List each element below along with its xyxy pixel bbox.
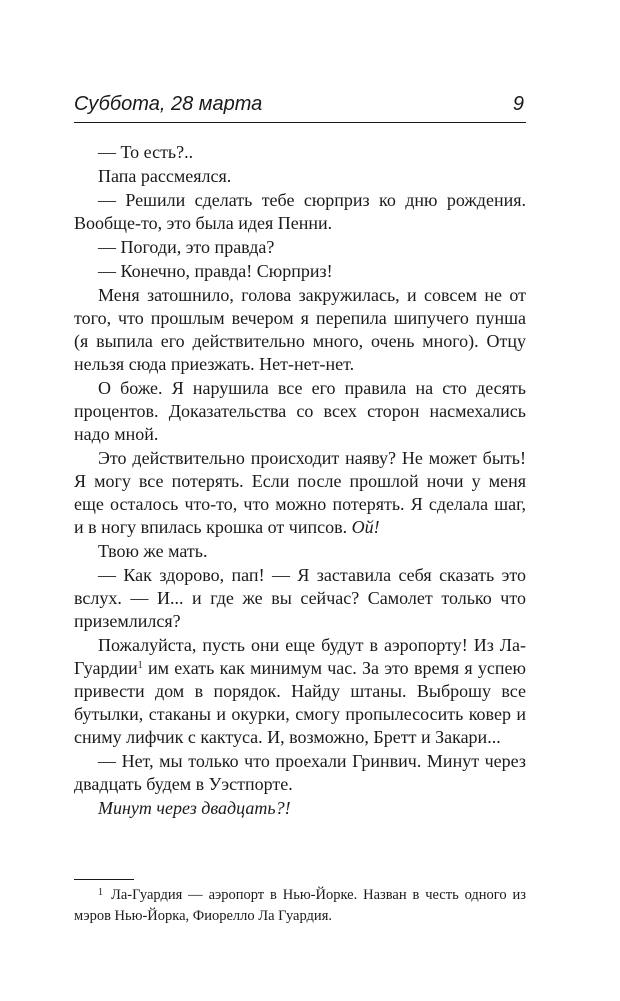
chapter-title: Суббота, 28 марта — [74, 93, 263, 115]
paragraph: — Погоди, это правда? — [98, 237, 275, 257]
paragraph: Твою же мать. — [98, 541, 208, 561]
paragraph-text: Это действительно происходит наяву? Не может быть! Я могу все потерять. Если после прошлой ночи у меня еще осталось что-то, что можно потерять. Я сделала шаг, и в ногу впилась крошка от чипсов. — [74, 448, 526, 537]
paragraph: — То есть?.. — [98, 142, 194, 162]
footnote-text: Ла-Гуардия — аэропорт в Нью-Йорке. Назван в честь одного из мэров Нью-Йорка, Фиорелло Ла Гуардия. — [74, 887, 526, 924]
footnote — [74, 885, 526, 927]
paragraph-text: Пожалуйста, пусть они еще будут в аэропорту! Из Ла-Гуардии — [74, 635, 526, 678]
paragraph: О боже. Я нарушила все его правила на сто десять процентов. Доказательства со всех сторон насмехались надо мной. — [74, 378, 526, 444]
italic-paragraph: Минут через двадцать?! — [98, 798, 291, 818]
italic-exclamation: Ой! — [351, 517, 380, 537]
paragraph — [74, 447, 526, 539]
paragraph: Меня затошнило, голова закружилась, и совсем не от того, что прошлым вечером я перепила шипучего пунша (я выпила его действительно много, очень много). Отцу нельзя сюда приезжать. Нет-нет-нет. — [74, 285, 526, 374]
footnote-reference: 1 — [137, 660, 143, 671]
paragraph: — Конечно, правда! Сюрприз! — [98, 261, 333, 281]
footnote-mark: 1 — [98, 887, 103, 898]
paragraph-text: им ехать как минимум час. За это время я успею привести дом в порядок. Найду штаны. Выброшу все бутылки, стаканы и окурки, смогу пропылесосить ковер и сниму лифчик с кактуса. И, возможно, Бретт и Закари... — [74, 658, 526, 747]
footnote-divider — [74, 879, 134, 880]
paragraph: Папа рассмеялся. — [98, 166, 232, 186]
paragraph: — Нет, мы только что проехали Гринвич. Минут через двадцать будем в Уэстпорте. — [74, 751, 526, 794]
page-number: 9 — [512, 93, 524, 115]
paragraph: — Как здорово, пап! — Я заставила себя сказать это вслух. — И... и где же вы сейчас? Самолет только что приземлился? — [74, 565, 526, 631]
running-head — [74, 90, 526, 123]
paragraph — [74, 634, 526, 749]
body-text — [74, 141, 526, 820]
paragraph: — Решили сделать тебе сюрприз ко дню рождения. Вообще-то, это была идея Пенни. — [74, 190, 526, 233]
